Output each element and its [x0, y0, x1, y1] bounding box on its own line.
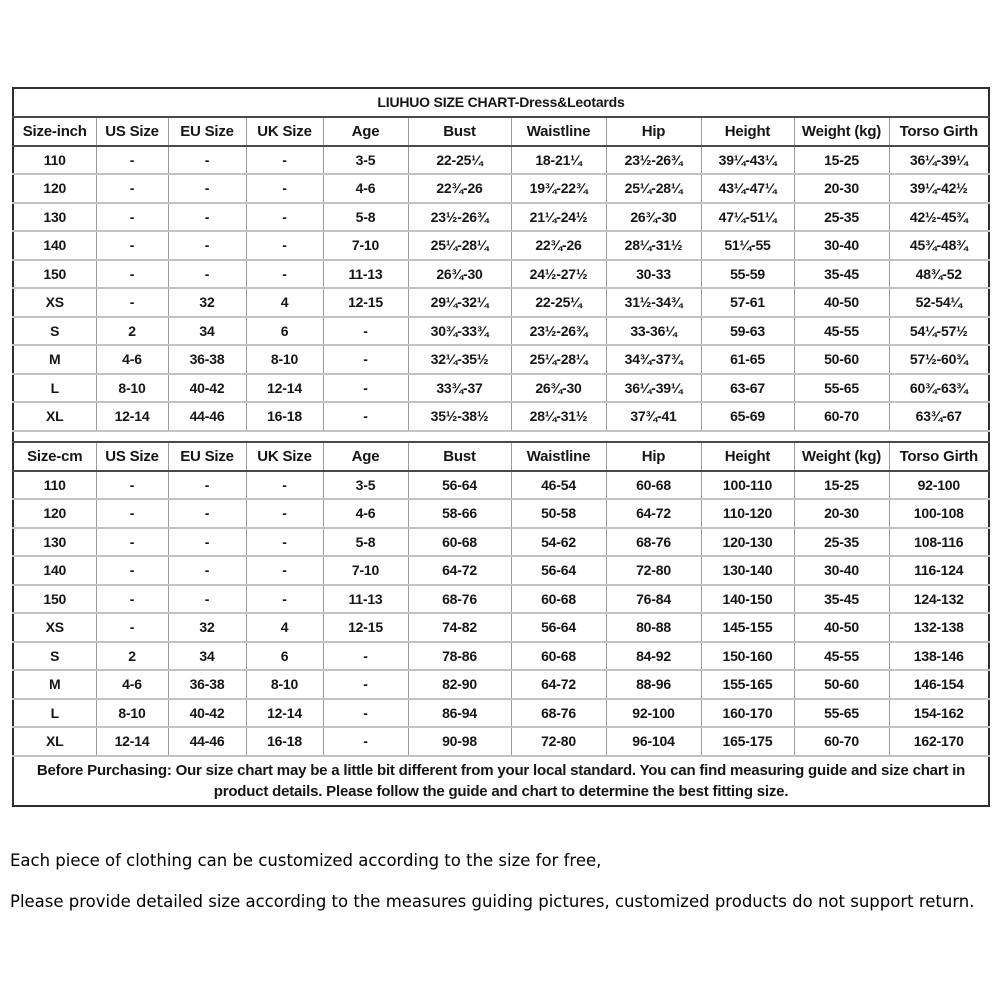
table-cell: 8-10 [246, 345, 323, 374]
table-cell: 47¼-51¼ [701, 203, 794, 232]
table-cell: 21¼-24½ [511, 203, 606, 232]
table-cell: 78-86 [408, 642, 511, 671]
table-cell: - [96, 585, 168, 614]
table-cell: 15-25 [794, 146, 889, 175]
spacer-row [13, 431, 989, 442]
table-cell: 63-67 [701, 374, 794, 403]
column-header: Torso Girth [889, 117, 989, 146]
table-row [13, 146, 989, 175]
table-cell: - [246, 528, 323, 557]
table-row [13, 203, 989, 232]
inch-section [13, 117, 989, 146]
table-cell: 138-146 [889, 642, 989, 671]
column-header: Age [323, 442, 408, 471]
table-cell: - [323, 727, 408, 756]
table-cell: 140-150 [701, 585, 794, 614]
table-cell: 35-45 [794, 585, 889, 614]
table-cell: 80-88 [606, 613, 701, 642]
table-cell: 130 [13, 528, 96, 557]
table-cell: 23½-26¾ [511, 317, 606, 346]
table-cell: - [168, 556, 246, 585]
table-row [13, 528, 989, 557]
table-row [13, 471, 989, 500]
table-cell: - [323, 345, 408, 374]
table-cell: 32 [168, 288, 246, 317]
table-cell: 8-10 [246, 670, 323, 699]
table-cell: 59-63 [701, 317, 794, 346]
title-row [13, 88, 989, 117]
table-row [13, 402, 989, 431]
table-cell: - [96, 288, 168, 317]
footnote-row [13, 756, 989, 807]
table-row [13, 499, 989, 528]
table-cell: 120-130 [701, 528, 794, 557]
table-row [13, 374, 989, 403]
cm-section [13, 442, 989, 471]
table-cell: 36¼-39¼ [889, 146, 989, 175]
table-row [13, 345, 989, 374]
customization-note-line1: Each piece of clothing can be customized according to the size for free, [10, 851, 602, 870]
table-row [13, 260, 989, 289]
table-cell: - [96, 499, 168, 528]
column-header: Waistline [511, 442, 606, 471]
title-section [13, 88, 989, 117]
table-cell: 162-170 [889, 727, 989, 756]
table-cell: 12-15 [323, 613, 408, 642]
table-cell: 42½-45¾ [889, 203, 989, 232]
table-cell: 39¼-42½ [889, 174, 989, 203]
column-header: Weight (kg) [794, 117, 889, 146]
table-cell: 16-18 [246, 727, 323, 756]
table-cell: 8-10 [96, 699, 168, 728]
table-cell: 64-72 [511, 670, 606, 699]
table-cell: M [13, 670, 96, 699]
table-cell: 60-68 [511, 585, 606, 614]
table-cell: 3-5 [323, 471, 408, 500]
table-cell: 60-70 [794, 402, 889, 431]
table-cell: 50-58 [511, 499, 606, 528]
table-cell: 30-40 [794, 556, 889, 585]
table-cell: - [96, 260, 168, 289]
table-cell: 3-5 [323, 146, 408, 175]
table-cell: 6 [246, 642, 323, 671]
table-cell: 48¾-52 [889, 260, 989, 289]
table-cell: XS [13, 288, 96, 317]
table-cell: 32 [168, 613, 246, 642]
table-cell: 25¼-28¼ [606, 174, 701, 203]
table-cell: 4-6 [323, 499, 408, 528]
table-cell: - [323, 402, 408, 431]
column-header: EU Size [168, 442, 246, 471]
table-cell: 56-64 [511, 556, 606, 585]
table-cell: 72-80 [511, 727, 606, 756]
before-purchasing-note: Before Purchasing: Our size chart may be a little bit different from your local standard. You can find measuring guide and size chart in product details. Please follow the guide and chart to determine the best fitting size. [13, 756, 989, 807]
table-cell: 57-61 [701, 288, 794, 317]
column-header: US Size [96, 442, 168, 471]
table-cell: 60-70 [794, 727, 889, 756]
cm-header-row [13, 442, 989, 471]
table-cell: 44-46 [168, 402, 246, 431]
table-cell: 40-50 [794, 613, 889, 642]
table-row [13, 231, 989, 260]
table-cell: - [323, 374, 408, 403]
table-cell: 132-138 [889, 613, 989, 642]
table-title: LIUHUO SIZE CHART-Dress&Leotards [13, 88, 989, 117]
table-cell: 55-65 [794, 699, 889, 728]
table-cell: 110 [13, 471, 96, 500]
table-cell: L [13, 374, 96, 403]
table-cell: 92-100 [889, 471, 989, 500]
table-cell: 12-14 [246, 699, 323, 728]
table-cell: 12-14 [96, 402, 168, 431]
table-cell: 45-55 [794, 317, 889, 346]
table-cell: 4-6 [323, 174, 408, 203]
table-cell: 110 [13, 146, 96, 175]
table-cell: 68-76 [606, 528, 701, 557]
table-cell: 74-82 [408, 613, 511, 642]
table-cell: 35½-38½ [408, 402, 511, 431]
table-cell: 52-54¼ [889, 288, 989, 317]
table-cell: 20-30 [794, 499, 889, 528]
table-cell: 25¼-28¼ [511, 345, 606, 374]
table-cell: 54-62 [511, 528, 606, 557]
table-cell: - [246, 260, 323, 289]
table-cell: 28¼-31½ [606, 231, 701, 260]
table-cell: - [96, 203, 168, 232]
table-cell: 60-68 [606, 471, 701, 500]
column-header: UK Size [246, 117, 323, 146]
table-cell: 55-59 [701, 260, 794, 289]
table-cell: 84-92 [606, 642, 701, 671]
table-cell: - [246, 585, 323, 614]
table-cell: 43¼-47¼ [701, 174, 794, 203]
table-cell: 76-84 [606, 585, 701, 614]
table-cell: 82-90 [408, 670, 511, 699]
table-cell: 37¾-41 [606, 402, 701, 431]
table-cell: 45¾-48¾ [889, 231, 989, 260]
table-cell: 39¼-43¼ [701, 146, 794, 175]
table-cell: 5-8 [323, 203, 408, 232]
table-cell: 50-60 [794, 670, 889, 699]
table-cell: 26¾-30 [606, 203, 701, 232]
table-cell: 34¾-37¾ [606, 345, 701, 374]
column-header: EU Size [168, 117, 246, 146]
table-cell: 15-25 [794, 471, 889, 500]
table-cell: 120 [13, 499, 96, 528]
table-cell: 7-10 [323, 556, 408, 585]
table-cell: 165-175 [701, 727, 794, 756]
table-cell: 116-124 [889, 556, 989, 585]
table-cell: - [246, 231, 323, 260]
table-cell: 8-10 [96, 374, 168, 403]
table-cell: - [168, 260, 246, 289]
table-cell: 36-38 [168, 345, 246, 374]
table-row [13, 699, 989, 728]
table-cell: 61-65 [701, 345, 794, 374]
table-cell: 64-72 [606, 499, 701, 528]
table-cell: 146-154 [889, 670, 989, 699]
table-cell: - [168, 174, 246, 203]
table-cell: 11-13 [323, 585, 408, 614]
table-cell: 4-6 [96, 345, 168, 374]
table-cell: 45-55 [794, 642, 889, 671]
table-cell: 44-46 [168, 727, 246, 756]
column-header: Bust [408, 442, 511, 471]
table-cell: 72-80 [606, 556, 701, 585]
table-cell: - [96, 471, 168, 500]
table-cell: 60¾-63¾ [889, 374, 989, 403]
section-divider [13, 431, 989, 442]
table-cell: 30¾-33¾ [408, 317, 511, 346]
table-cell: - [246, 556, 323, 585]
column-header: Hip [606, 442, 701, 471]
table-cell: 50-60 [794, 345, 889, 374]
table-cell: - [246, 499, 323, 528]
table-cell: 92-100 [606, 699, 701, 728]
table-cell: 160-170 [701, 699, 794, 728]
table-cell: 51¼-55 [701, 231, 794, 260]
column-header: Hip [606, 117, 701, 146]
table-cell: 34 [168, 642, 246, 671]
table-cell: 150 [13, 260, 96, 289]
table-cell: 26¾-30 [408, 260, 511, 289]
table-cell: 25-35 [794, 528, 889, 557]
table-cell: - [168, 528, 246, 557]
table-cell: 11-13 [323, 260, 408, 289]
table-cell: 57½-60¾ [889, 345, 989, 374]
table-row [13, 585, 989, 614]
table-cell: 6 [246, 317, 323, 346]
column-header: Height [701, 117, 794, 146]
table-cell: - [168, 499, 246, 528]
table-cell: 12-14 [96, 727, 168, 756]
column-header: Size-inch [13, 117, 96, 146]
table-cell: 28¼-31½ [511, 402, 606, 431]
table-cell: 60-68 [408, 528, 511, 557]
table-cell: - [96, 231, 168, 260]
table-cell: 20-30 [794, 174, 889, 203]
table-cell: 4-6 [96, 670, 168, 699]
table-cell: S [13, 317, 96, 346]
table-row [13, 727, 989, 756]
table-cell: 23½-26¾ [408, 203, 511, 232]
table-cell: L [13, 699, 96, 728]
table-cell: 58-66 [408, 499, 511, 528]
table-cell: 40-42 [168, 699, 246, 728]
column-header: Age [323, 117, 408, 146]
table-cell: 32¼-35½ [408, 345, 511, 374]
table-cell: 130 [13, 203, 96, 232]
table-cell: 140 [13, 556, 96, 585]
table-cell: 86-94 [408, 699, 511, 728]
column-header: UK Size [246, 442, 323, 471]
table-cell: 130-140 [701, 556, 794, 585]
table-cell: - [168, 231, 246, 260]
table-row [13, 317, 989, 346]
table-cell: XL [13, 727, 96, 756]
table-cell: - [96, 556, 168, 585]
table-cell: 56-64 [408, 471, 511, 500]
table-cell: 64-72 [408, 556, 511, 585]
column-header: Height [701, 442, 794, 471]
table-cell: - [246, 203, 323, 232]
table-cell: 5-8 [323, 528, 408, 557]
table-cell: 22¾-26 [511, 231, 606, 260]
table-cell: 30-40 [794, 231, 889, 260]
table-cell: 124-132 [889, 585, 989, 614]
table-cell: 65-69 [701, 402, 794, 431]
table-cell: - [168, 471, 246, 500]
cm-rows [13, 471, 989, 756]
table-cell: 16-18 [246, 402, 323, 431]
table-cell: 46-54 [511, 471, 606, 500]
table-row [13, 556, 989, 585]
table-cell: 7-10 [323, 231, 408, 260]
table-cell: 33¾-37 [408, 374, 511, 403]
table-cell: 29¼-32¼ [408, 288, 511, 317]
size-chart-table [12, 87, 990, 807]
inch-rows [13, 146, 989, 431]
customization-notes [10, 851, 994, 932]
table-cell: 40-42 [168, 374, 246, 403]
table-cell: 150 [13, 585, 96, 614]
table-cell: - [168, 146, 246, 175]
table-row [13, 642, 989, 671]
table-cell: - [246, 471, 323, 500]
column-header: Bust [408, 117, 511, 146]
table-cell: 2 [96, 317, 168, 346]
table-cell: - [96, 613, 168, 642]
table-cell: 55-65 [794, 374, 889, 403]
spacer-cell [13, 431, 989, 442]
table-row [13, 174, 989, 203]
table-cell: 110-120 [701, 499, 794, 528]
table-cell: 68-76 [408, 585, 511, 614]
table-row [13, 670, 989, 699]
table-cell: 22¾-26 [408, 174, 511, 203]
inch-header-row [13, 117, 989, 146]
table-cell: 36¼-39¼ [606, 374, 701, 403]
table-cell: 88-96 [606, 670, 701, 699]
column-header: Weight (kg) [794, 442, 889, 471]
table-cell: 31½-34¾ [606, 288, 701, 317]
table-cell: - [323, 317, 408, 346]
column-header: US Size [96, 117, 168, 146]
table-cell: 35-45 [794, 260, 889, 289]
table-row [13, 288, 989, 317]
table-cell: M [13, 345, 96, 374]
table-cell: 100-108 [889, 499, 989, 528]
table-cell: - [168, 203, 246, 232]
table-row [13, 613, 989, 642]
table-cell: - [323, 699, 408, 728]
table-cell: 25-35 [794, 203, 889, 232]
table-cell: 34 [168, 317, 246, 346]
table-cell: XS [13, 613, 96, 642]
table-cell: 33-36¼ [606, 317, 701, 346]
table-cell: S [13, 642, 96, 671]
table-cell: - [323, 670, 408, 699]
table-cell: - [96, 174, 168, 203]
table-cell: - [246, 146, 323, 175]
table-cell: 23½-26¾ [606, 146, 701, 175]
table-cell: 100-110 [701, 471, 794, 500]
table-cell: 30-33 [606, 260, 701, 289]
table-cell: - [168, 585, 246, 614]
table-cell: 145-155 [701, 613, 794, 642]
table-cell: 12-15 [323, 288, 408, 317]
table-cell: 36-38 [168, 670, 246, 699]
customization-note-line2: Please provide detailed size according to the measures guiding pictures, customized products do not support return. [10, 891, 975, 911]
table-cell: 96-104 [606, 727, 701, 756]
table-cell: - [323, 642, 408, 671]
footnote-section [13, 756, 989, 807]
table-cell: 22-25¼ [511, 288, 606, 317]
table-cell: 68-76 [511, 699, 606, 728]
table-cell: 40-50 [794, 288, 889, 317]
table-cell: 12-14 [246, 374, 323, 403]
table-cell: 150-160 [701, 642, 794, 671]
column-header: Waistline [511, 117, 606, 146]
column-header: Size-cm [13, 442, 96, 471]
table-cell: 154-162 [889, 699, 989, 728]
table-cell: 120 [13, 174, 96, 203]
table-cell: XL [13, 402, 96, 431]
table-cell: 54¼-57½ [889, 317, 989, 346]
table-cell: 90-98 [408, 727, 511, 756]
table-cell: 19¾-22¾ [511, 174, 606, 203]
table-cell: 4 [246, 613, 323, 642]
table-cell: - [96, 146, 168, 175]
table-cell: 22-25¼ [408, 146, 511, 175]
table-cell: 26¾-30 [511, 374, 606, 403]
table-cell: 2 [96, 642, 168, 671]
column-header: Torso Girth [889, 442, 989, 471]
table-cell: - [246, 174, 323, 203]
table-cell: 108-116 [889, 528, 989, 557]
table-cell: 4 [246, 288, 323, 317]
table-cell: 140 [13, 231, 96, 260]
table-cell: 63¾-67 [889, 402, 989, 431]
table-cell: 24½-27½ [511, 260, 606, 289]
table-cell: 60-68 [511, 642, 606, 671]
table-cell: 155-165 [701, 670, 794, 699]
table-cell: - [96, 528, 168, 557]
table-cell: 18-21¼ [511, 146, 606, 175]
table-cell: 25¼-28¼ [408, 231, 511, 260]
table-cell: 56-64 [511, 613, 606, 642]
